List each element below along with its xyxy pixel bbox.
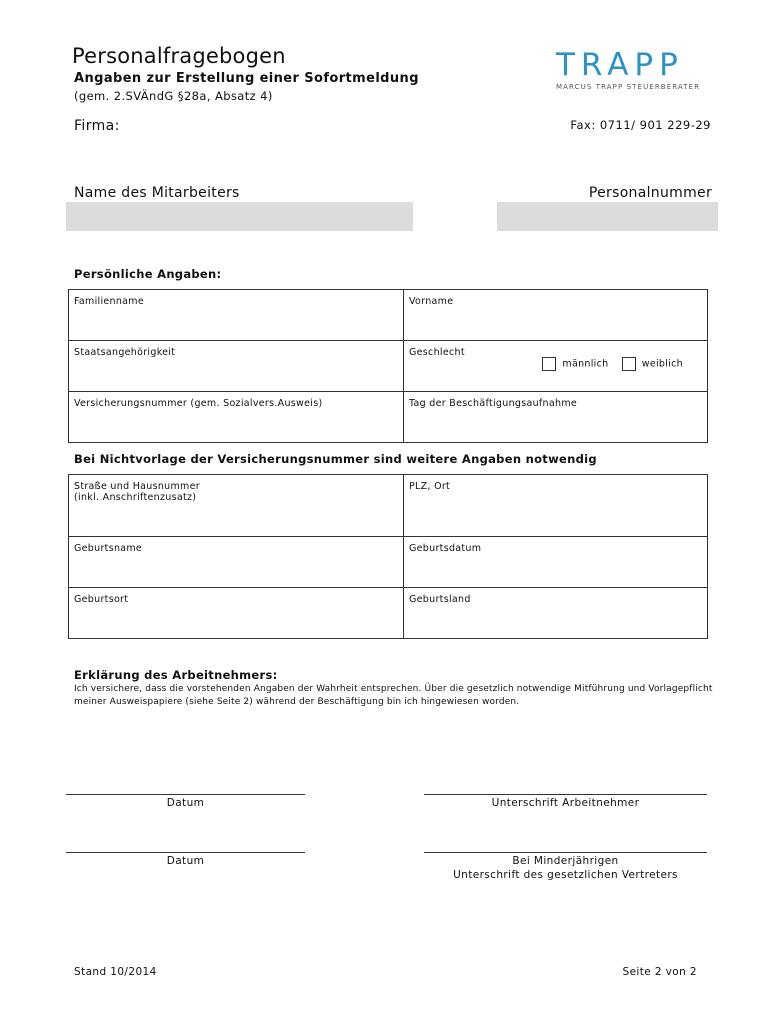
weiblich-checkbox[interactable] [622, 357, 636, 371]
geburtsland-field[interactable] [404, 588, 708, 639]
personal-data-heading: Persönliche Angaben: [74, 267, 222, 281]
vorname-field[interactable] [404, 290, 708, 341]
geburtsort-label: Geburtsort [74, 594, 129, 605]
geschlecht-field [404, 341, 708, 392]
personal-data-table [68, 289, 708, 443]
declaration-heading: Erklärung des Arbeitnehmers: [74, 668, 278, 682]
beschaeftigung-field[interactable] [404, 392, 708, 443]
declaration-text: Ich versichere, dass die vorstehenden Angaben der Wahrheit entsprechen. Über die gesetzlich notwendige Mitführung und Vorlagepflicht meiner Ausweispapiere (siehe Seite 2) während der Beschäftigung bin ich hingewiesen worden. [74, 684, 713, 707]
personnel-number-field[interactable] [497, 202, 718, 231]
additional-data-heading: Bei Nichtvorlage der Versicherungsnummer sind weitere Angaben notwendig [74, 452, 597, 466]
datum-caption-1: Datum [166, 797, 205, 809]
logo-tagline: MARCUS TRAPP STEUERBERATER [556, 83, 701, 91]
datum-caption-2: Datum [166, 855, 205, 867]
familienname-label: Familienname [74, 296, 144, 307]
maennlich-label: männlich [562, 358, 609, 370]
logo-wordmark: TRAPP [556, 47, 684, 83]
datum-line-2[interactable] [66, 852, 305, 853]
employee-signature-line[interactable] [424, 794, 707, 795]
geburtsdatum-field[interactable] [404, 537, 708, 588]
staatsangehoerigkeit-label: Staatsangehörigkeit [74, 347, 176, 358]
plz-ort-field[interactable] [404, 475, 708, 537]
strasse-field[interactable] [69, 475, 404, 537]
geschlecht-label: Geschlecht [409, 347, 465, 358]
beschaeftigung-label: Tag der Beschäftigungsaufnahme [409, 398, 578, 409]
geburtsland-label: Geburtsland [409, 594, 471, 605]
plz-ort-label: PLZ, Ort [409, 481, 451, 492]
footer-stand: Stand 10/2014 [74, 966, 157, 978]
maennlich-checkbox[interactable] [542, 357, 556, 371]
weiblich-label: weiblich [641, 358, 683, 370]
legal-reference: (gem. 2.SVÄndG §28a, Absatz 4) [74, 89, 273, 103]
geschlecht-options [532, 357, 683, 371]
page-title: Personalfragebogen [72, 44, 286, 68]
additional-data-table [68, 474, 708, 639]
vorname-label: Vorname [409, 296, 454, 307]
geburtsort-field[interactable] [69, 588, 404, 639]
company-logo [556, 47, 716, 95]
geburtsname-field[interactable] [69, 537, 404, 588]
guardian-caption-line2: Unterschrift des gesetzlichen Vertreters [453, 869, 678, 881]
page-subtitle: Angaben zur Erstellung einer Sofortmeldung [74, 71, 419, 86]
employee-signature-caption: Unterschrift Arbeitnehmer [491, 797, 640, 809]
guardian-signature-line[interactable] [424, 852, 707, 853]
versicherungsnummer-label: Versicherungsnummer (gem. Sozialvers.Ausweis) [74, 398, 323, 409]
versicherungsnummer-field[interactable] [69, 392, 404, 443]
footer-page-number: Seite 2 von 2 [622, 966, 697, 978]
familienname-field[interactable] [69, 290, 404, 341]
personnel-number-label: Personalnummer [588, 185, 712, 201]
geburtsname-label: Geburtsname [74, 543, 143, 554]
firma-label: Firma: [74, 118, 120, 134]
datum-line-1[interactable] [66, 794, 305, 795]
employee-name-label: Name des Mitarbeiters [74, 185, 240, 201]
strasse-sublabel: (inkl. Anschriftenzusatz) [74, 492, 197, 503]
strasse-label: Straße und Hausnummer [74, 481, 200, 492]
fax-number: Fax: 0711/ 901 229-29 [570, 118, 711, 132]
staatsangehoerigkeit-field[interactable] [69, 341, 404, 392]
employee-name-field[interactable] [66, 202, 413, 231]
guardian-caption-line1: Bei Minderjährigen [512, 855, 619, 867]
geburtsdatum-label: Geburtsdatum [409, 543, 482, 554]
